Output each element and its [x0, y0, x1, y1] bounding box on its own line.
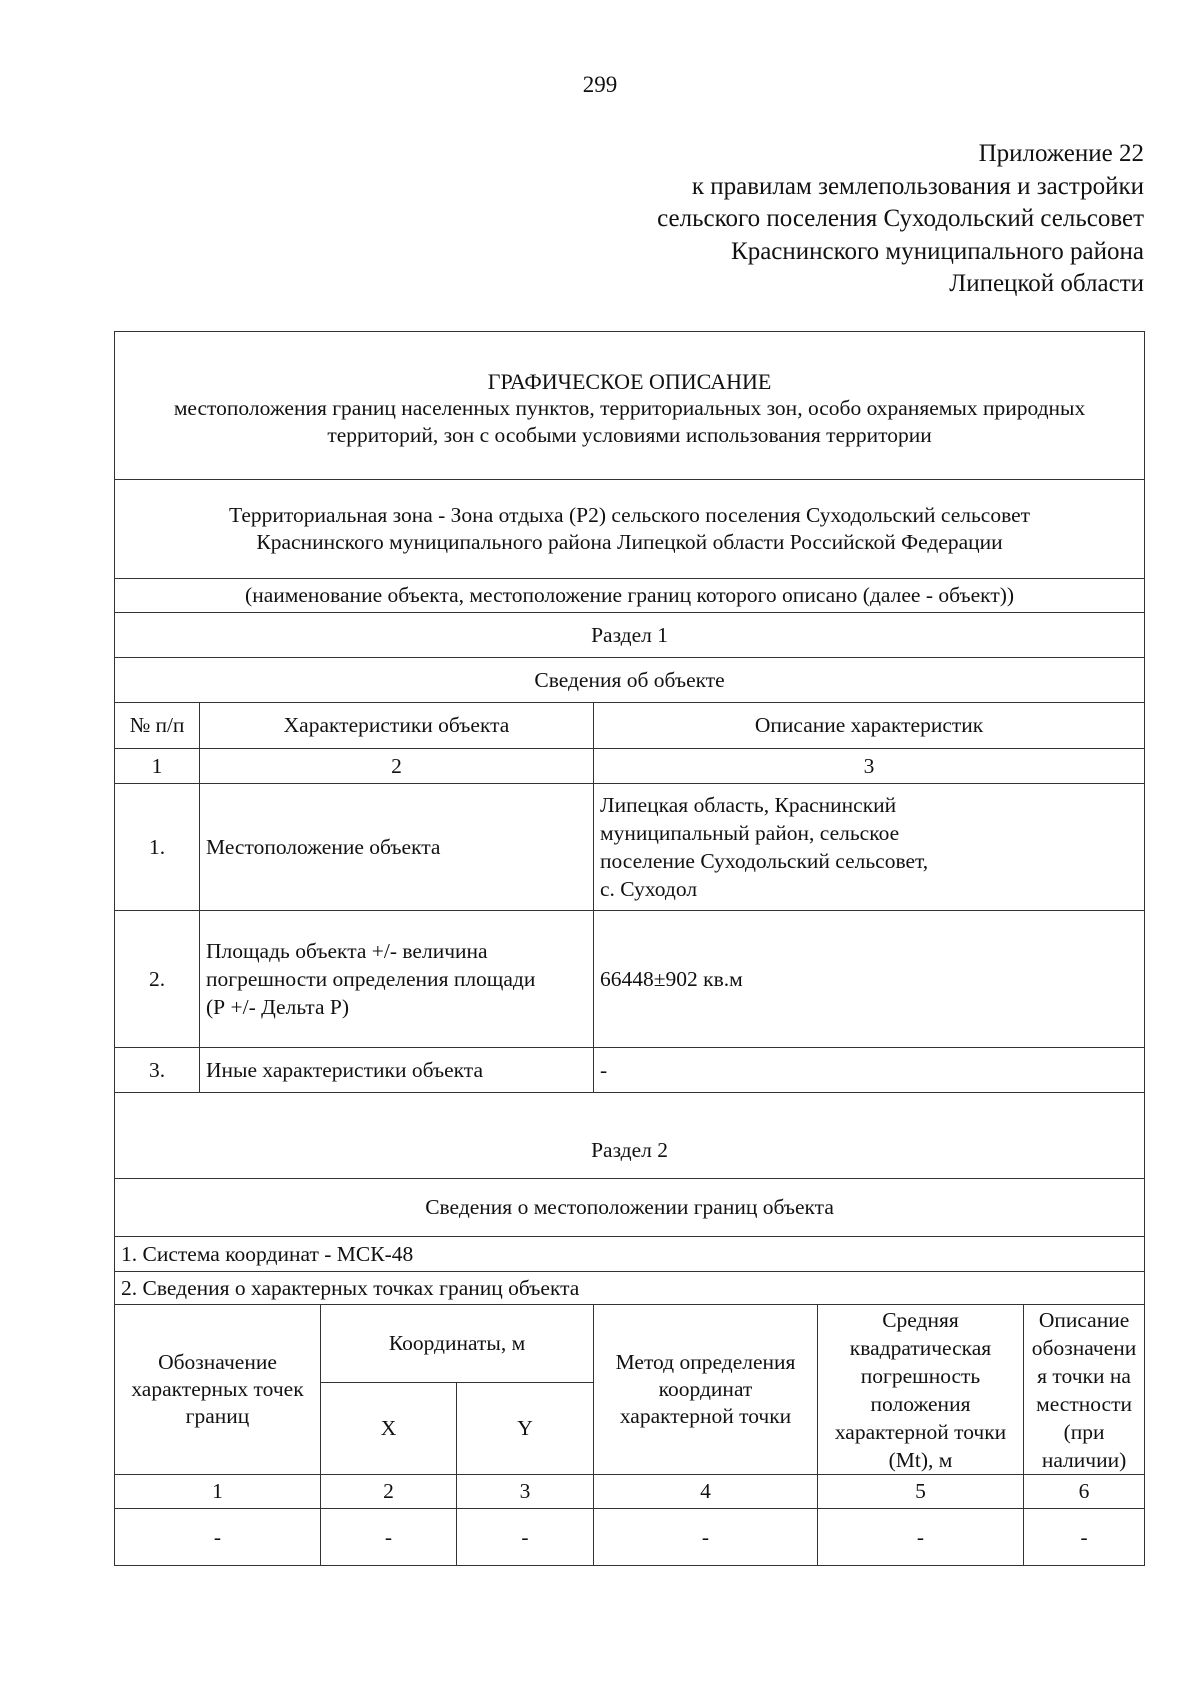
graphic-description-table — [114, 331, 1145, 1566]
text-line: (Mt), м — [888, 1447, 953, 1472]
text-line: квадратическая — [849, 1335, 992, 1360]
text-line: с. Суходол — [600, 877, 698, 901]
col-header-characteristic: Характеристики объекта — [200, 703, 594, 749]
text-line: 66448±902 кв.м — [600, 966, 743, 991]
col-header-coordinates: Координаты, м — [321, 1305, 594, 1383]
text-line: Обозначение — [158, 1350, 277, 1374]
appendix-line: Липецкой области — [949, 270, 1144, 297]
text-line: Липецкая область, Краснинский — [600, 793, 897, 817]
row-number: 1. — [115, 784, 200, 911]
appendix-block — [657, 138, 1144, 301]
row-description — [594, 784, 1145, 911]
col-number: 5 — [818, 1475, 1024, 1509]
row-characteristic — [200, 1048, 594, 1093]
row-description — [594, 911, 1145, 1048]
coordinate-system: 1. Система координат - МСК-48 — [115, 1237, 1145, 1272]
col-header-description: Описание характеристик — [594, 703, 1145, 749]
row-number: 2. — [115, 911, 200, 1048]
table-cell: - — [818, 1509, 1024, 1566]
text-line: погрешности определения площади — [206, 967, 536, 991]
object-name-line: Территориальная зона - Зона отдыха (Р2) сельского поселения Суходольский сельсовет — [229, 503, 1031, 527]
col-header-method — [594, 1305, 818, 1475]
text-line: Местоположение объекта — [206, 834, 441, 859]
text-line: наличии) — [1041, 1447, 1127, 1472]
col-number: 2 — [321, 1475, 457, 1509]
row-number: 3. — [115, 1048, 200, 1093]
appendix-line: Краснинского муниципального района — [731, 237, 1144, 265]
text-line: характерной точки — [619, 1404, 792, 1428]
object-name — [115, 480, 1145, 579]
col-header-point-description — [1024, 1305, 1145, 1475]
col-number: 3 — [594, 749, 1145, 784]
text-line: (Р +/- Дельта Р) — [206, 995, 350, 1019]
table-cell: - — [321, 1509, 457, 1566]
text-line: поселение Суходольский сельсовет, — [600, 849, 929, 873]
text-line: обозначени — [1031, 1335, 1137, 1360]
object-name-line: Краснинского муниципального района Липецкой области Российской Федерации — [256, 530, 1003, 554]
text-line: Площадь объекта +/- величина — [206, 939, 488, 963]
table-cell: - — [457, 1509, 594, 1566]
table-cell: - — [115, 1509, 321, 1566]
text-line: - — [600, 1057, 608, 1082]
text-line: положения — [870, 1391, 971, 1416]
row-characteristic — [200, 784, 594, 911]
section2-subtitle: Сведения о местоположении границ объекта — [115, 1179, 1145, 1237]
section1-title: Раздел 1 — [115, 613, 1145, 658]
col-number: 3 — [457, 1475, 594, 1509]
text-line: Средняя — [882, 1307, 959, 1332]
col-header-x: X — [321, 1383, 457, 1475]
text-line: Описание — [1038, 1307, 1130, 1332]
object-caption: (наименование объекта, местоположение границ которого описано (далее - объект)) — [115, 579, 1145, 613]
section2-title: Раздел 2 — [115, 1093, 1145, 1179]
document-title: ГРАФИЧЕСКОЕ ОПИСАНИЕ — [487, 369, 772, 394]
col-header-number: № п/п — [115, 703, 200, 749]
text-line: (при — [1063, 1419, 1105, 1444]
section1-subtitle: Сведения об объекте — [115, 658, 1145, 703]
text-line: погрешность — [860, 1363, 981, 1388]
points-info: 2. Сведения о характерных точках границ объекта — [115, 1272, 1145, 1305]
row-characteristic — [200, 911, 594, 1048]
col-number: 1 — [115, 749, 200, 784]
text-line: характерной точки — [834, 1419, 1007, 1444]
col-header-y: Y — [457, 1383, 594, 1475]
col-header-point — [115, 1305, 321, 1475]
text-line: муниципальный район, сельское — [600, 821, 900, 845]
col-number: 2 — [200, 749, 594, 784]
appendix-line: сельского поселения Суходольский сельсовет — [657, 205, 1144, 232]
text-line: координат — [658, 1377, 753, 1401]
text-line: границ — [185, 1404, 250, 1428]
appendix-line: к правилам землепользования и застройки — [691, 172, 1144, 200]
text-line: Иные характеристики объекта — [206, 1057, 484, 1082]
document-subtitle-line: местоположения границ населенных пунктов, территориальных зон, особо охраняемых природных — [173, 396, 1086, 420]
col-number: 1 — [115, 1475, 321, 1509]
document-header — [115, 332, 1145, 480]
page-number: 299 — [582, 72, 618, 97]
text-line: я точки на — [1037, 1363, 1131, 1388]
col-number: 6 — [1024, 1475, 1145, 1509]
table-cell: - — [594, 1509, 818, 1566]
appendix-line: Приложение 22 — [978, 140, 1144, 167]
row-description — [594, 1048, 1145, 1093]
col-number: 4 — [594, 1475, 818, 1509]
text-line: характерных точек — [131, 1377, 304, 1401]
document-subtitle-line: территорий, зон с особыми условиями использования территории — [327, 423, 932, 447]
table-cell: - — [1024, 1509, 1145, 1566]
text-line: Метод определения — [615, 1350, 796, 1374]
text-line: местности — [1036, 1391, 1132, 1416]
col-header-error — [818, 1305, 1024, 1475]
